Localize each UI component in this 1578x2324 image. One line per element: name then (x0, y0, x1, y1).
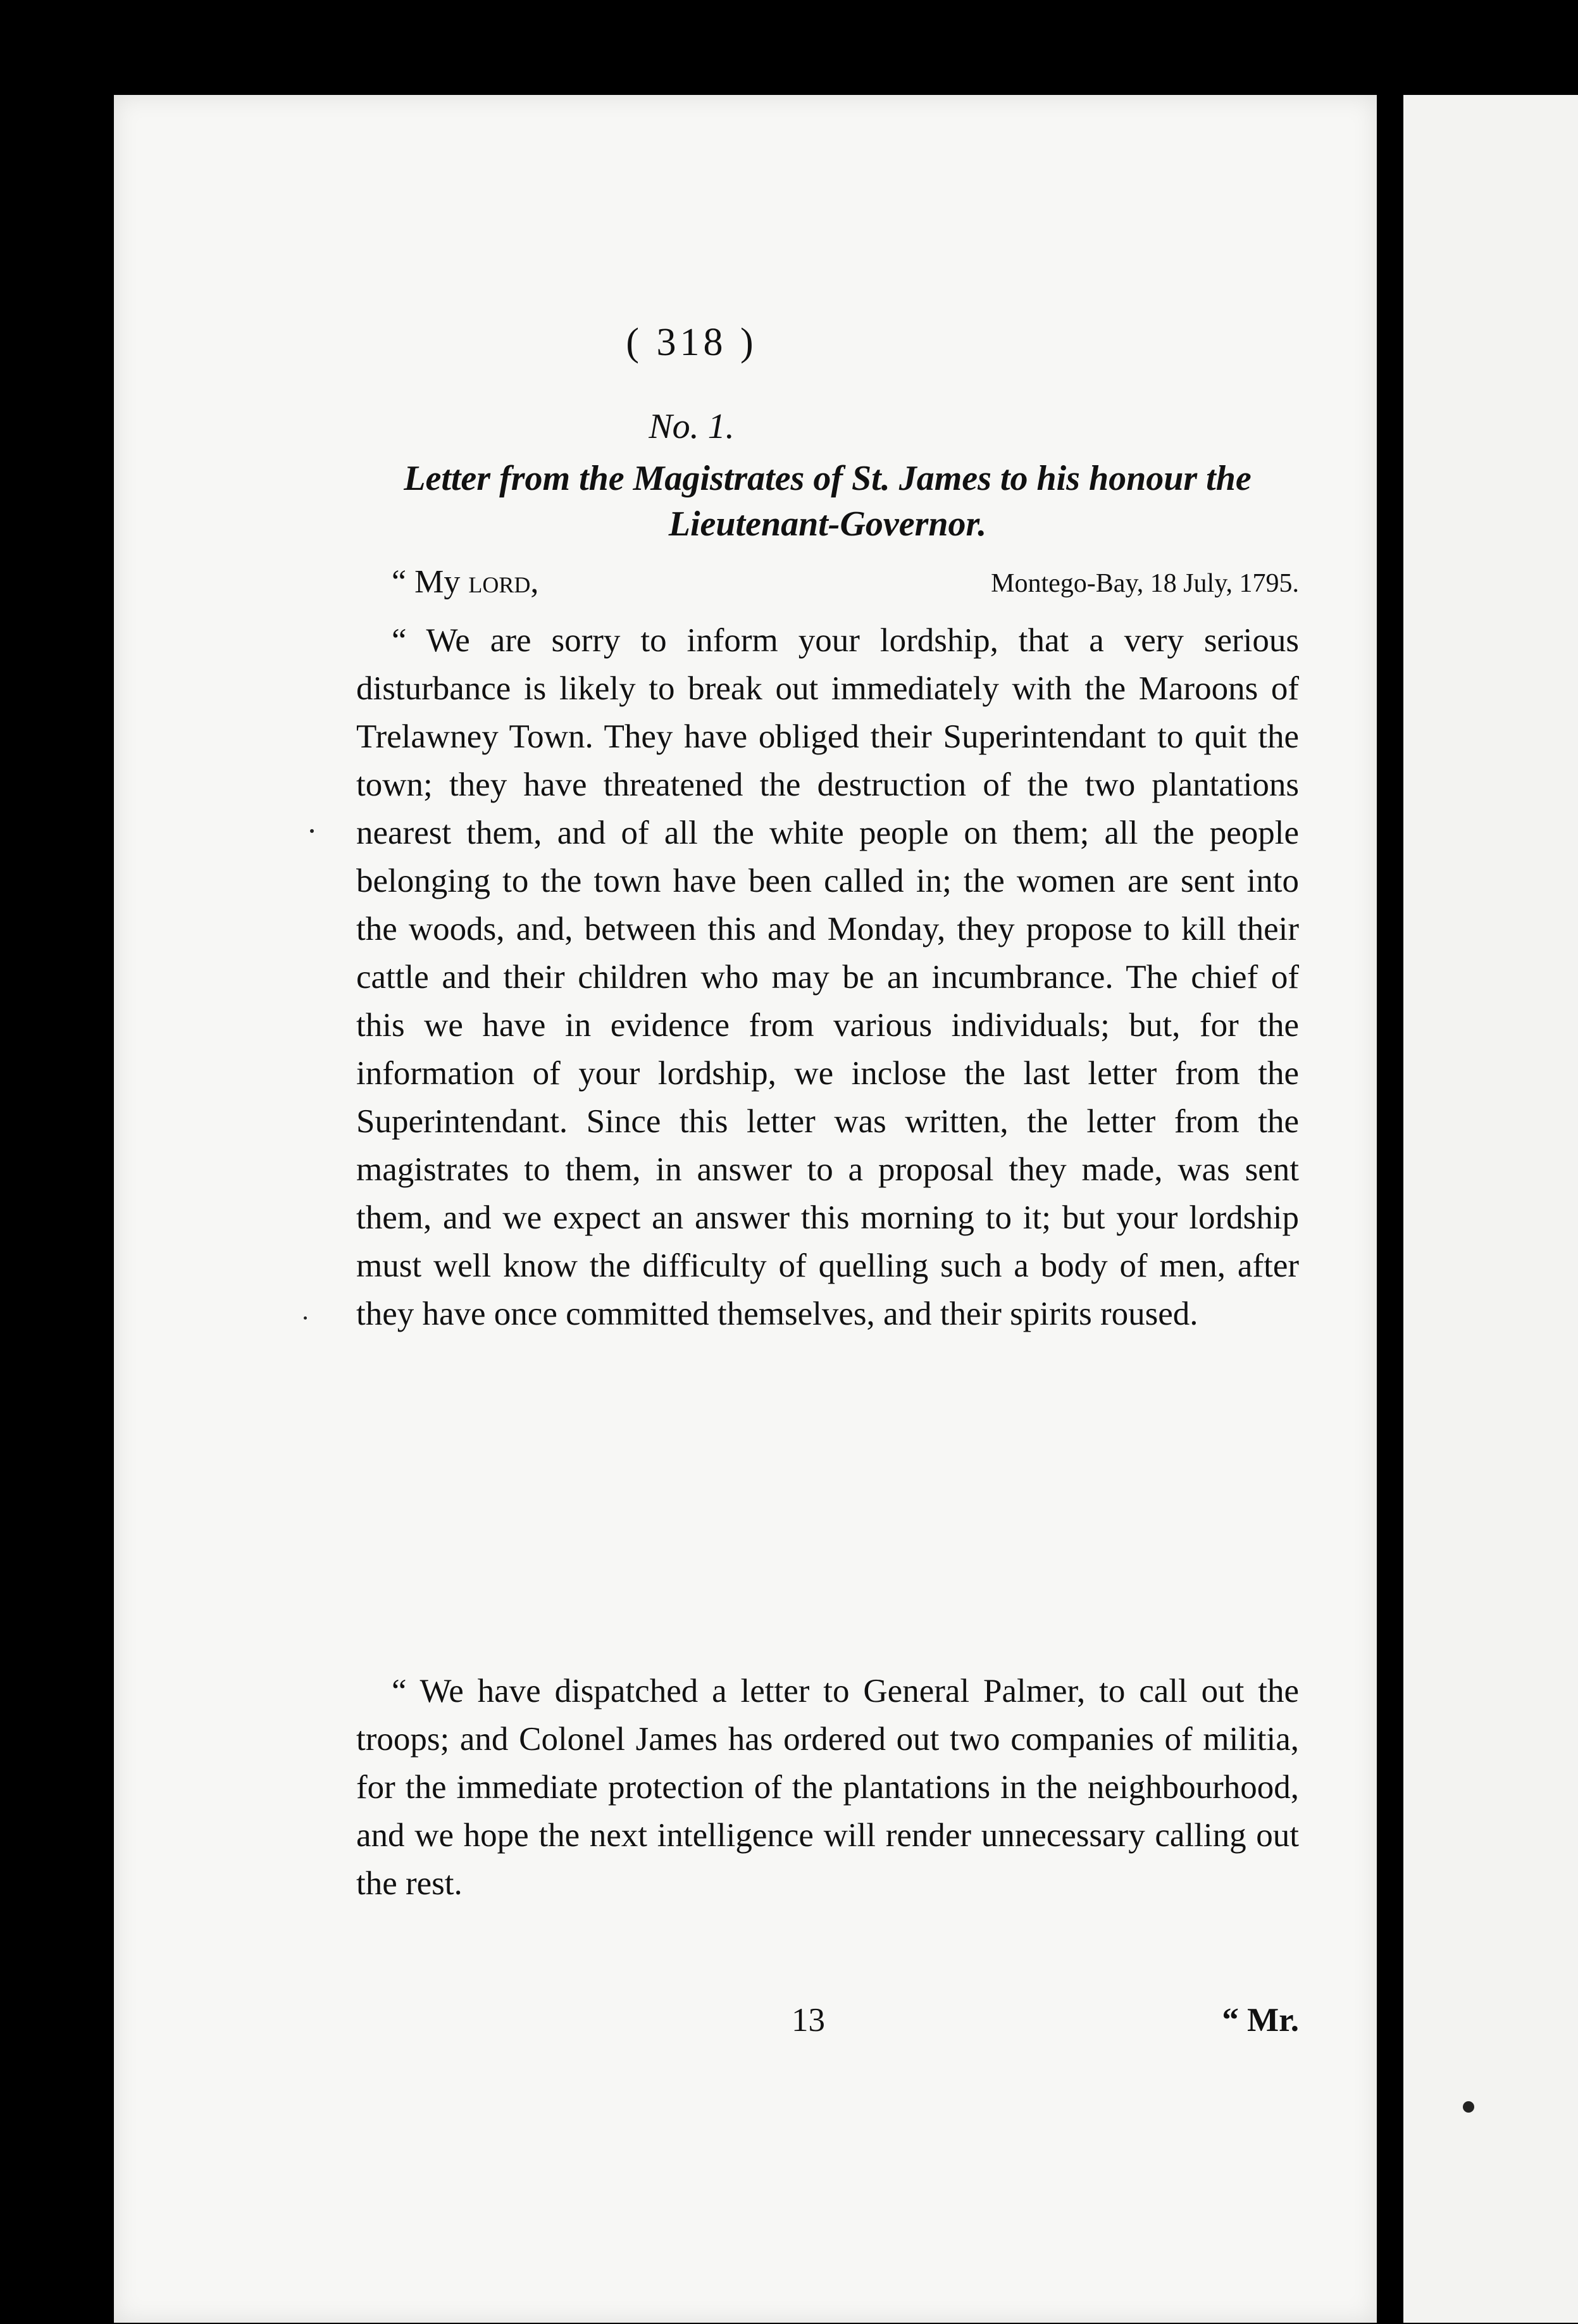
document-number: No. 1. (649, 407, 735, 446)
book-page (114, 95, 1377, 2323)
salutation (392, 563, 538, 601)
paragraph-1: “ We are sorry to inform your lordship, that a very serious disturbance is likely to break out immediately with the Maroons of Trelawney Town. They have obliged their Superintendant to quit the town; they have threatened the destruction of the two plantations nearest them, and of all the white people on them; all the people belonging to the town have been called in; the women are sent into the woods, and, between this and Monday, they propose to kill their cattle and their children who may be an incumbrance. The chief of this we have in evidence from various individuals; but, for the information of your lordship, we inclose the last letter from the Superintendant. Since this letter was written, the letter from the magistrates to them, in answer to a proposal they made, was sent them, and we expect an answer this morning to it; but your lordship must well know the difficulty of quelling such a body of men, after they have once committed themselves, and their spirits roused. (356, 622, 1299, 1332)
catchword: “ Mr. (1222, 2002, 1299, 2039)
page-number: ( 318 ) (626, 321, 757, 364)
letter-heading: Letter from the Magistrates of St. James to his honour the Lieutenant-Governor. (404, 459, 1252, 544)
ink-speck (1463, 2101, 1474, 2113)
salutation-open: “ My (392, 564, 461, 600)
facing-page-edge (1403, 95, 1578, 2323)
paragraph-2: “ We have dispatched a letter to General Palmer, to call out the troops; and Colonel James has ordered out two companies of militia, for the immediate protection of the plantations in the neighbourhood, and we hope the next intelligence will render unnecessary calling out the rest. (356, 1673, 1299, 1902)
signature-mark: 13 (792, 2002, 825, 2039)
ink-speck (310, 829, 314, 833)
salutation-small-caps: lord, (468, 564, 539, 600)
ink-speck (304, 1316, 307, 1320)
dateline: Montego-Bay, 18 July, 1795. (991, 569, 1299, 598)
